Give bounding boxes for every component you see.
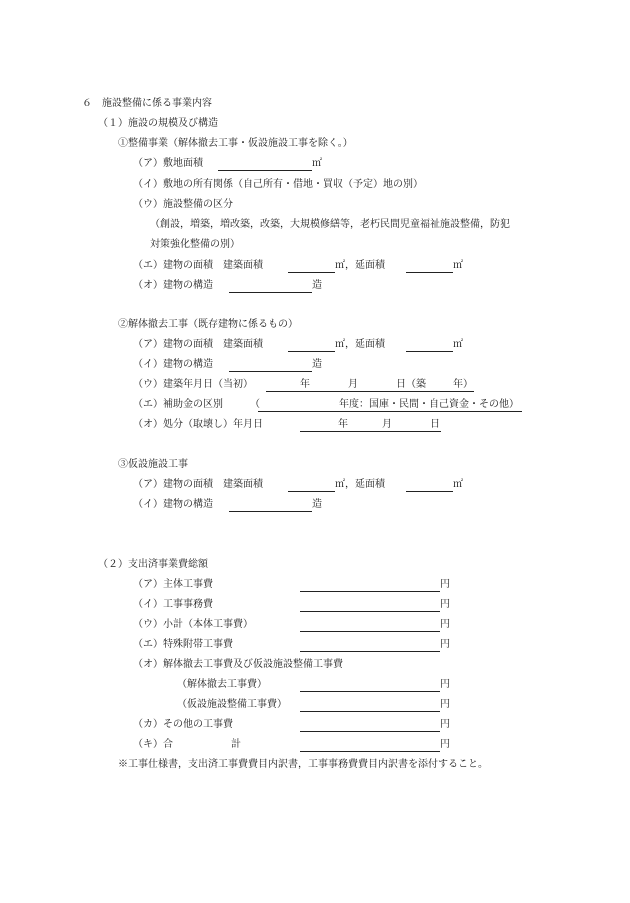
- a-building-area-label: （エ）建物の面積 建築面積: [133, 260, 263, 271]
- a-floor-area-unit2: ㎡: [453, 260, 463, 271]
- b-built-date-age: 年）: [453, 379, 473, 390]
- a-structure-line[interactable]: [229, 292, 312, 293]
- c-building-area-label: （ア）建物の面積 建築面積: [133, 479, 263, 490]
- cost-row-line[interactable]: [300, 651, 440, 652]
- a-category-note-1: （創設，増築，増改築，改築，大規模修繕等，老朽民間児童福祉施設整備，防犯: [150, 219, 510, 230]
- a-site-area-label: （ア）敷地面積: [133, 158, 203, 169]
- cost-row-line[interactable]: [300, 631, 440, 632]
- item-a-heading: ①整備事業（解体撤去工事・仮設施設工事を除く。）: [118, 138, 353, 149]
- b-floor-area-line[interactable]: [406, 351, 453, 352]
- b-building-area-label: （ア）建物の面積 建築面積: [133, 339, 263, 350]
- cost-row-unit: 円: [440, 679, 450, 690]
- a-building-area-line[interactable]: [288, 272, 335, 273]
- b-disposal-date-line[interactable]: [300, 431, 441, 432]
- cost-row-unit: 円: [440, 599, 450, 610]
- cost-row-label: （ア）主体工事費: [133, 579, 213, 590]
- cost-row-label: （カ）その他の工事費: [133, 719, 233, 730]
- cost-row-unit: 円: [440, 619, 450, 630]
- c-structure-line[interactable]: [229, 511, 312, 512]
- a-ownership-label: （イ）敷地の所有関係（自己所有・借地・買収（予定）地の別）: [133, 179, 423, 190]
- cost-row-unit: 円: [440, 639, 450, 650]
- b-building-area-unit1: ㎡，延面積: [335, 339, 385, 350]
- cost-row-label: （ウ）小計（本体工事費）: [133, 619, 253, 630]
- b-disposal-date-month: 月: [382, 419, 392, 430]
- b-disposal-date-label: （オ）処分（取壊し）年月日: [133, 419, 263, 430]
- cost-row-label: （オ）解体撤去工事費及び仮設施設整備工事費: [133, 659, 343, 670]
- cost-row-label: （仮設施設整備工事費）: [177, 699, 287, 710]
- cost-row-line[interactable]: [300, 731, 440, 732]
- cost-row-line[interactable]: [300, 591, 440, 592]
- a-category-label: （ウ）施設整備の区分: [133, 199, 233, 210]
- cost-row-line[interactable]: [300, 711, 440, 712]
- attachment-note: ※工事仕様書，支出済工事費費目内訳書，工事事務費費目内訳書を添付すること。: [118, 759, 488, 770]
- b-subsidy-label: （エ）補助金の区別: [133, 399, 223, 410]
- subsection-2-heading: （２）支出済事業費総額: [98, 559, 208, 570]
- c-structure-label: （イ）建物の構造: [133, 499, 213, 510]
- b-built-date-month: 月: [348, 379, 358, 390]
- b-building-area-line[interactable]: [288, 351, 335, 352]
- b-built-date-day: 日（築: [396, 379, 426, 390]
- cost-row-unit: 円: [440, 739, 450, 750]
- b-structure-unit: 造: [312, 359, 322, 370]
- b-built-date-label: （ウ）建築年月日（当初）: [133, 379, 253, 390]
- b-disposal-date-year: 年: [338, 419, 348, 430]
- subsection-1-heading: （１）施設の規模及び構造: [98, 118, 218, 129]
- b-structure-line[interactable]: [229, 371, 312, 372]
- cost-row-unit: 円: [440, 699, 450, 710]
- a-site-area-unit: ㎡: [312, 158, 322, 169]
- b-disposal-date-day: 日: [430, 419, 440, 430]
- section-heading: ６ 施設整備に係る事業内容: [82, 98, 212, 109]
- a-category-note-2: 対策強化整備の別）: [150, 239, 240, 250]
- a-structure-label: （オ）建物の構造: [133, 280, 213, 291]
- c-floor-area-line[interactable]: [406, 491, 453, 492]
- c-building-area-unit1: ㎡，延面積: [335, 479, 385, 490]
- a-site-area-line[interactable]: [218, 170, 312, 171]
- b-subsidy-text: 年度：国庫・民間・自己資金・その他）: [339, 399, 519, 410]
- item-c-heading: ③仮設施設工事: [118, 459, 188, 470]
- cost-row-unit: 円: [440, 579, 450, 590]
- c-structure-unit: 造: [312, 499, 322, 510]
- cost-row-label-2: 計: [231, 739, 241, 750]
- cost-row-label: （エ）特殊附帯工事費: [133, 639, 233, 650]
- c-building-area-line[interactable]: [288, 491, 335, 492]
- b-structure-label: （イ）建物の構造: [133, 359, 213, 370]
- b-built-date-year: 年: [300, 379, 310, 390]
- b-subsidy-open: （: [250, 399, 260, 410]
- b-floor-area-unit2: ㎡: [453, 339, 463, 350]
- cost-row-line[interactable]: [300, 611, 440, 612]
- cost-row-label: （解体撤去工事費）: [177, 679, 267, 690]
- cost-row-line[interactable]: [300, 751, 440, 752]
- cost-row-label: （キ）合: [133, 739, 173, 750]
- c-floor-area-unit2: ㎡: [453, 479, 463, 490]
- b-built-date-line[interactable]: [266, 391, 474, 392]
- cost-row-label: （イ）工事事務費: [133, 599, 213, 610]
- a-structure-unit: 造: [312, 280, 322, 291]
- cost-row-line[interactable]: [300, 691, 440, 692]
- item-b-heading: ②解体撤去工事（既存建物に係るもの）: [118, 319, 298, 330]
- a-floor-area-line[interactable]: [406, 272, 453, 273]
- a-building-area-unit1: ㎡，延面積: [335, 260, 385, 271]
- cost-row-unit: 円: [440, 719, 450, 730]
